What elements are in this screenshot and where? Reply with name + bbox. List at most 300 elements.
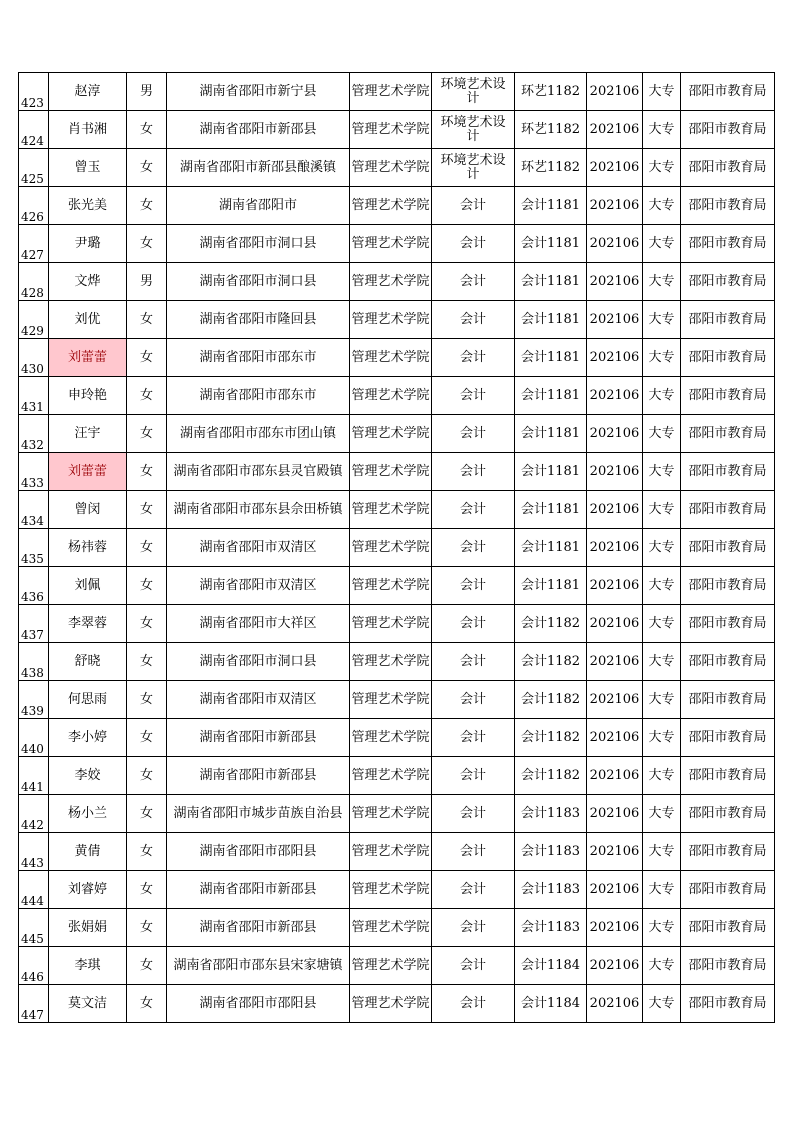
class-cell: 会计1181	[515, 491, 587, 529]
department-cell: 邵阳市教育局	[681, 453, 775, 491]
gender-cell: 女	[127, 871, 167, 909]
row-number-cell	[19, 681, 49, 719]
education-level-cell: 大专	[643, 985, 681, 1023]
major-cell: 会计	[432, 491, 515, 529]
gender-cell: 女	[127, 833, 167, 871]
gender-cell: 女	[127, 111, 167, 149]
row-number: 447	[21, 1008, 44, 1022]
education-level-cell: 大专	[643, 719, 681, 757]
department-cell: 邵阳市教育局	[681, 149, 775, 187]
class-cell: 会计1181	[515, 453, 587, 491]
table-row	[19, 871, 775, 909]
name-cell: 黄倩	[49, 833, 127, 871]
school-cell: 管理艺术学院	[350, 871, 432, 909]
education-level-cell: 大专	[643, 225, 681, 263]
class-cell: 会计1183	[515, 795, 587, 833]
school-cell: 管理艺术学院	[350, 301, 432, 339]
address-cell: 湖南省邵阳市新邵县	[167, 111, 350, 149]
gender-cell: 女	[127, 681, 167, 719]
class-cell: 会计1182	[515, 681, 587, 719]
roster-table	[18, 72, 775, 1023]
row-number: 434	[21, 514, 44, 528]
class-cell: 会计1181	[515, 377, 587, 415]
address-cell: 湖南省邵阳市邵阳县	[167, 833, 350, 871]
education-level-cell: 大专	[643, 947, 681, 985]
department-cell: 邵阳市教育局	[681, 263, 775, 301]
education-level-cell: 大专	[643, 263, 681, 301]
name-cell: 何思雨	[49, 681, 127, 719]
row-number-cell	[19, 871, 49, 909]
address-cell: 湖南省邵阳市新邵县	[167, 719, 350, 757]
class-cell: 环艺1182	[515, 73, 587, 111]
row-number-cell	[19, 909, 49, 947]
table-row	[19, 415, 775, 453]
education-level-cell: 大专	[643, 605, 681, 643]
address-cell: 湖南省邵阳市大祥区	[167, 605, 350, 643]
major-cell: 环境艺术设 计	[432, 149, 515, 187]
name-cell: 文烨	[49, 263, 127, 301]
row-number-cell	[19, 643, 49, 681]
name-cell: 刘蕾蕾	[49, 339, 127, 377]
department-cell: 邵阳市教育局	[681, 225, 775, 263]
gender-cell: 女	[127, 909, 167, 947]
address-cell: 湖南省邵阳市邵东县佘田桥镇	[167, 491, 350, 529]
table-row	[19, 681, 775, 719]
row-number-cell	[19, 339, 49, 377]
graduation-date-cell: 202106	[587, 339, 643, 377]
graduation-date-cell: 202106	[587, 453, 643, 491]
gender-cell: 男	[127, 73, 167, 111]
department-cell: 邵阳市教育局	[681, 415, 775, 453]
class-cell: 会计1182	[515, 643, 587, 681]
department-cell: 邵阳市教育局	[681, 643, 775, 681]
gender-cell: 女	[127, 415, 167, 453]
major-cell: 会计	[432, 529, 515, 567]
table-row	[19, 339, 775, 377]
school-cell: 管理艺术学院	[350, 947, 432, 985]
education-level-cell: 大专	[643, 73, 681, 111]
row-number: 436	[21, 590, 44, 604]
school-cell: 管理艺术学院	[350, 491, 432, 529]
row-number: 443	[21, 856, 44, 870]
row-number: 430	[21, 362, 44, 376]
name-cell: 申玲艳	[49, 377, 127, 415]
table-row	[19, 719, 775, 757]
graduation-date-cell: 202106	[587, 263, 643, 301]
department-cell: 邵阳市教育局	[681, 605, 775, 643]
education-level-cell: 大专	[643, 757, 681, 795]
gender-cell: 女	[127, 985, 167, 1023]
school-cell: 管理艺术学院	[350, 985, 432, 1023]
name-cell: 刘睿婷	[49, 871, 127, 909]
school-cell: 管理艺术学院	[350, 643, 432, 681]
department-cell: 邵阳市教育局	[681, 111, 775, 149]
row-number-cell	[19, 453, 49, 491]
major-cell: 会计	[432, 415, 515, 453]
department-cell: 邵阳市教育局	[681, 719, 775, 757]
major-cell: 会计	[432, 643, 515, 681]
graduation-date-cell: 202106	[587, 947, 643, 985]
name-cell: 李琪	[49, 947, 127, 985]
education-level-cell: 大专	[643, 681, 681, 719]
education-level-cell: 大专	[643, 149, 681, 187]
row-number: 423	[21, 96, 44, 110]
gender-cell: 女	[127, 339, 167, 377]
gender-cell: 女	[127, 491, 167, 529]
education-level-cell: 大专	[643, 301, 681, 339]
roster-table-body	[19, 73, 775, 1023]
class-cell: 会计1184	[515, 947, 587, 985]
class-cell: 会计1182	[515, 719, 587, 757]
row-number: 424	[21, 134, 44, 148]
row-number-cell	[19, 301, 49, 339]
row-number: 440	[21, 742, 44, 756]
table-row	[19, 605, 775, 643]
education-level-cell: 大专	[643, 871, 681, 909]
row-number-cell	[19, 985, 49, 1023]
school-cell: 管理艺术学院	[350, 111, 432, 149]
row-number-cell	[19, 263, 49, 301]
row-number: 426	[21, 210, 44, 224]
row-number: 429	[21, 324, 44, 338]
row-number-cell	[19, 605, 49, 643]
class-cell: 会计1181	[515, 529, 587, 567]
graduation-date-cell: 202106	[587, 415, 643, 453]
row-number-cell	[19, 491, 49, 529]
gender-cell: 女	[127, 643, 167, 681]
row-number-cell	[19, 111, 49, 149]
department-cell: 邵阳市教育局	[681, 339, 775, 377]
address-cell: 湖南省邵阳市新邵县	[167, 871, 350, 909]
department-cell: 邵阳市教育局	[681, 377, 775, 415]
name-cell: 曾玉	[49, 149, 127, 187]
major-cell: 会计	[432, 605, 515, 643]
major-cell: 会计	[432, 453, 515, 491]
education-level-cell: 大专	[643, 833, 681, 871]
department-cell: 邵阳市教育局	[681, 73, 775, 111]
major-cell: 会计	[432, 681, 515, 719]
table-row	[19, 377, 775, 415]
address-cell: 湖南省邵阳市隆回县	[167, 301, 350, 339]
row-number: 437	[21, 628, 44, 642]
graduation-date-cell: 202106	[587, 567, 643, 605]
row-number: 428	[21, 286, 44, 300]
school-cell: 管理艺术学院	[350, 73, 432, 111]
education-level-cell: 大专	[643, 415, 681, 453]
education-level-cell: 大专	[643, 453, 681, 491]
graduation-date-cell: 202106	[587, 225, 643, 263]
school-cell: 管理艺术学院	[350, 263, 432, 301]
name-cell: 刘佩	[49, 567, 127, 605]
gender-cell: 女	[127, 149, 167, 187]
address-cell: 湖南省邵阳市双清区	[167, 567, 350, 605]
table-row	[19, 795, 775, 833]
major-cell: 会计	[432, 567, 515, 605]
row-number-cell	[19, 415, 49, 453]
address-cell: 湖南省邵阳市邵阳县	[167, 985, 350, 1023]
gender-cell: 女	[127, 757, 167, 795]
graduation-date-cell: 202106	[587, 73, 643, 111]
address-cell: 湖南省邵阳市洞口县	[167, 225, 350, 263]
school-cell: 管理艺术学院	[350, 529, 432, 567]
class-cell: 环艺1182	[515, 149, 587, 187]
gender-cell: 女	[127, 719, 167, 757]
education-level-cell: 大专	[643, 491, 681, 529]
address-cell: 湖南省邵阳市新邵县	[167, 909, 350, 947]
name-cell: 曾闵	[49, 491, 127, 529]
graduation-date-cell: 202106	[587, 985, 643, 1023]
row-number-cell	[19, 187, 49, 225]
table-row	[19, 73, 775, 111]
class-cell: 会计1181	[515, 301, 587, 339]
major-cell: 环境艺术设 计	[432, 111, 515, 149]
major-cell: 会计	[432, 339, 515, 377]
graduation-date-cell: 202106	[587, 529, 643, 567]
row-number: 446	[21, 970, 44, 984]
address-cell: 湖南省邵阳市洞口县	[167, 643, 350, 681]
class-cell: 会计1181	[515, 187, 587, 225]
gender-cell: 女	[127, 453, 167, 491]
school-cell: 管理艺术学院	[350, 339, 432, 377]
row-number: 435	[21, 552, 44, 566]
class-cell: 会计1183	[515, 871, 587, 909]
row-number: 441	[21, 780, 44, 794]
address-cell: 湖南省邵阳市新邵县	[167, 757, 350, 795]
department-cell: 邵阳市教育局	[681, 795, 775, 833]
name-cell: 张光美	[49, 187, 127, 225]
name-cell: 李姣	[49, 757, 127, 795]
graduation-date-cell: 202106	[587, 605, 643, 643]
address-cell: 湖南省邵阳市邵东县灵官殿镇	[167, 453, 350, 491]
row-number: 442	[21, 818, 44, 832]
graduation-date-cell: 202106	[587, 643, 643, 681]
row-number: 438	[21, 666, 44, 680]
major-cell: 会计	[432, 719, 515, 757]
gender-cell: 女	[127, 947, 167, 985]
education-level-cell: 大专	[643, 795, 681, 833]
department-cell: 邵阳市教育局	[681, 187, 775, 225]
school-cell: 管理艺术学院	[350, 605, 432, 643]
graduation-date-cell: 202106	[587, 833, 643, 871]
gender-cell: 女	[127, 187, 167, 225]
table-row	[19, 453, 775, 491]
table-row	[19, 187, 775, 225]
row-number-cell	[19, 149, 49, 187]
row-number-cell	[19, 225, 49, 263]
school-cell: 管理艺术学院	[350, 453, 432, 491]
table-row	[19, 529, 775, 567]
name-cell: 刘蕾蕾	[49, 453, 127, 491]
row-number-cell	[19, 757, 49, 795]
class-cell: 会计1183	[515, 909, 587, 947]
graduation-date-cell: 202106	[587, 719, 643, 757]
address-cell: 湖南省邵阳市双清区	[167, 529, 350, 567]
row-number: 425	[21, 172, 44, 186]
table-row	[19, 643, 775, 681]
education-level-cell: 大专	[643, 111, 681, 149]
graduation-date-cell: 202106	[587, 149, 643, 187]
gender-cell: 女	[127, 567, 167, 605]
row-number: 445	[21, 932, 44, 946]
class-cell: 会计1184	[515, 985, 587, 1023]
gender-cell: 女	[127, 529, 167, 567]
address-cell: 湖南省邵阳市城步苗族自治县	[167, 795, 350, 833]
department-cell: 邵阳市教育局	[681, 681, 775, 719]
name-cell: 汪宇	[49, 415, 127, 453]
graduation-date-cell: 202106	[587, 909, 643, 947]
table-row	[19, 985, 775, 1023]
gender-cell: 女	[127, 225, 167, 263]
row-number: 433	[21, 476, 44, 490]
table-row	[19, 757, 775, 795]
name-cell: 杨祎蓉	[49, 529, 127, 567]
address-cell: 湖南省邵阳市邵东市	[167, 377, 350, 415]
name-cell: 肖书湘	[49, 111, 127, 149]
row-number-cell	[19, 719, 49, 757]
major-cell: 会计	[432, 795, 515, 833]
row-number-cell	[19, 529, 49, 567]
major-cell: 会计	[432, 757, 515, 795]
gender-cell: 女	[127, 605, 167, 643]
row-number: 432	[21, 438, 44, 452]
name-cell: 李翠蓉	[49, 605, 127, 643]
name-cell: 张娟娟	[49, 909, 127, 947]
school-cell: 管理艺术学院	[350, 795, 432, 833]
school-cell: 管理艺术学院	[350, 719, 432, 757]
row-number-cell	[19, 567, 49, 605]
name-cell: 舒晓	[49, 643, 127, 681]
gender-cell: 女	[127, 795, 167, 833]
class-cell: 会计1182	[515, 605, 587, 643]
address-cell: 湖南省邵阳市洞口县	[167, 263, 350, 301]
class-cell: 会计1181	[515, 263, 587, 301]
major-cell: 会计	[432, 985, 515, 1023]
department-cell: 邵阳市教育局	[681, 947, 775, 985]
address-cell: 湖南省邵阳市邵东市	[167, 339, 350, 377]
school-cell: 管理艺术学院	[350, 377, 432, 415]
school-cell: 管理艺术学院	[350, 757, 432, 795]
education-level-cell: 大专	[643, 909, 681, 947]
row-number: 444	[21, 894, 44, 908]
department-cell: 邵阳市教育局	[681, 301, 775, 339]
class-cell: 会计1181	[515, 339, 587, 377]
graduation-date-cell: 202106	[587, 681, 643, 719]
class-cell: 会计1183	[515, 833, 587, 871]
school-cell: 管理艺术学院	[350, 833, 432, 871]
major-cell: 会计	[432, 833, 515, 871]
school-cell: 管理艺术学院	[350, 681, 432, 719]
graduation-date-cell: 202106	[587, 757, 643, 795]
class-cell: 环艺1182	[515, 111, 587, 149]
major-cell: 会计	[432, 301, 515, 339]
address-cell: 湖南省邵阳市邵东市团山镇	[167, 415, 350, 453]
class-cell: 会计1181	[515, 415, 587, 453]
school-cell: 管理艺术学院	[350, 909, 432, 947]
row-number-cell	[19, 377, 49, 415]
row-number-cell	[19, 795, 49, 833]
education-level-cell: 大专	[643, 643, 681, 681]
gender-cell: 女	[127, 301, 167, 339]
department-cell: 邵阳市教育局	[681, 757, 775, 795]
table-row	[19, 833, 775, 871]
department-cell: 邵阳市教育局	[681, 567, 775, 605]
department-cell: 邵阳市教育局	[681, 909, 775, 947]
table-row	[19, 111, 775, 149]
class-cell: 会计1182	[515, 757, 587, 795]
major-cell: 会计	[432, 871, 515, 909]
department-cell: 邵阳市教育局	[681, 491, 775, 529]
gender-cell: 女	[127, 377, 167, 415]
major-cell: 会计	[432, 947, 515, 985]
major-cell: 会计	[432, 263, 515, 301]
major-cell: 环境艺术设 计	[432, 73, 515, 111]
major-cell: 会计	[432, 225, 515, 263]
address-cell: 湖南省邵阳市双清区	[167, 681, 350, 719]
major-cell: 会计	[432, 377, 515, 415]
education-level-cell: 大专	[643, 187, 681, 225]
department-cell: 邵阳市教育局	[681, 833, 775, 871]
education-level-cell: 大专	[643, 567, 681, 605]
row-number-cell	[19, 73, 49, 111]
row-number-cell	[19, 947, 49, 985]
education-level-cell: 大专	[643, 339, 681, 377]
school-cell: 管理艺术学院	[350, 187, 432, 225]
address-cell: 湖南省邵阳市新邵县酿溪镇	[167, 149, 350, 187]
school-cell: 管理艺术学院	[350, 225, 432, 263]
graduation-date-cell: 202106	[587, 301, 643, 339]
row-number: 427	[21, 248, 44, 262]
department-cell: 邵阳市教育局	[681, 871, 775, 909]
department-cell: 邵阳市教育局	[681, 529, 775, 567]
name-cell: 尹璐	[49, 225, 127, 263]
school-cell: 管理艺术学院	[350, 415, 432, 453]
name-cell: 刘优	[49, 301, 127, 339]
department-cell: 邵阳市教育局	[681, 985, 775, 1023]
graduation-date-cell: 202106	[587, 377, 643, 415]
name-cell: 莫文洁	[49, 985, 127, 1023]
school-cell: 管理艺术学院	[350, 567, 432, 605]
education-level-cell: 大专	[643, 529, 681, 567]
school-cell: 管理艺术学院	[350, 149, 432, 187]
row-number-cell	[19, 833, 49, 871]
name-cell: 杨小兰	[49, 795, 127, 833]
table-row	[19, 149, 775, 187]
address-cell: 湖南省邵阳市新宁县	[167, 73, 350, 111]
graduation-date-cell: 202106	[587, 795, 643, 833]
row-number: 431	[21, 400, 44, 414]
major-cell: 会计	[432, 187, 515, 225]
table-row	[19, 225, 775, 263]
table-row	[19, 491, 775, 529]
address-cell: 湖南省邵阳市	[167, 187, 350, 225]
graduation-date-cell: 202106	[587, 111, 643, 149]
graduation-date-cell: 202106	[587, 187, 643, 225]
table-row	[19, 301, 775, 339]
class-cell: 会计1181	[515, 567, 587, 605]
address-cell: 湖南省邵阳市邵东县宋家塘镇	[167, 947, 350, 985]
graduation-date-cell: 202106	[587, 491, 643, 529]
gender-cell: 男	[127, 263, 167, 301]
table-row	[19, 263, 775, 301]
name-cell: 赵淳	[49, 73, 127, 111]
table-row	[19, 909, 775, 947]
row-number: 439	[21, 704, 44, 718]
major-cell: 会计	[432, 909, 515, 947]
name-cell: 李小婷	[49, 719, 127, 757]
education-level-cell: 大专	[643, 377, 681, 415]
graduation-date-cell: 202106	[587, 871, 643, 909]
class-cell: 会计1181	[515, 225, 587, 263]
